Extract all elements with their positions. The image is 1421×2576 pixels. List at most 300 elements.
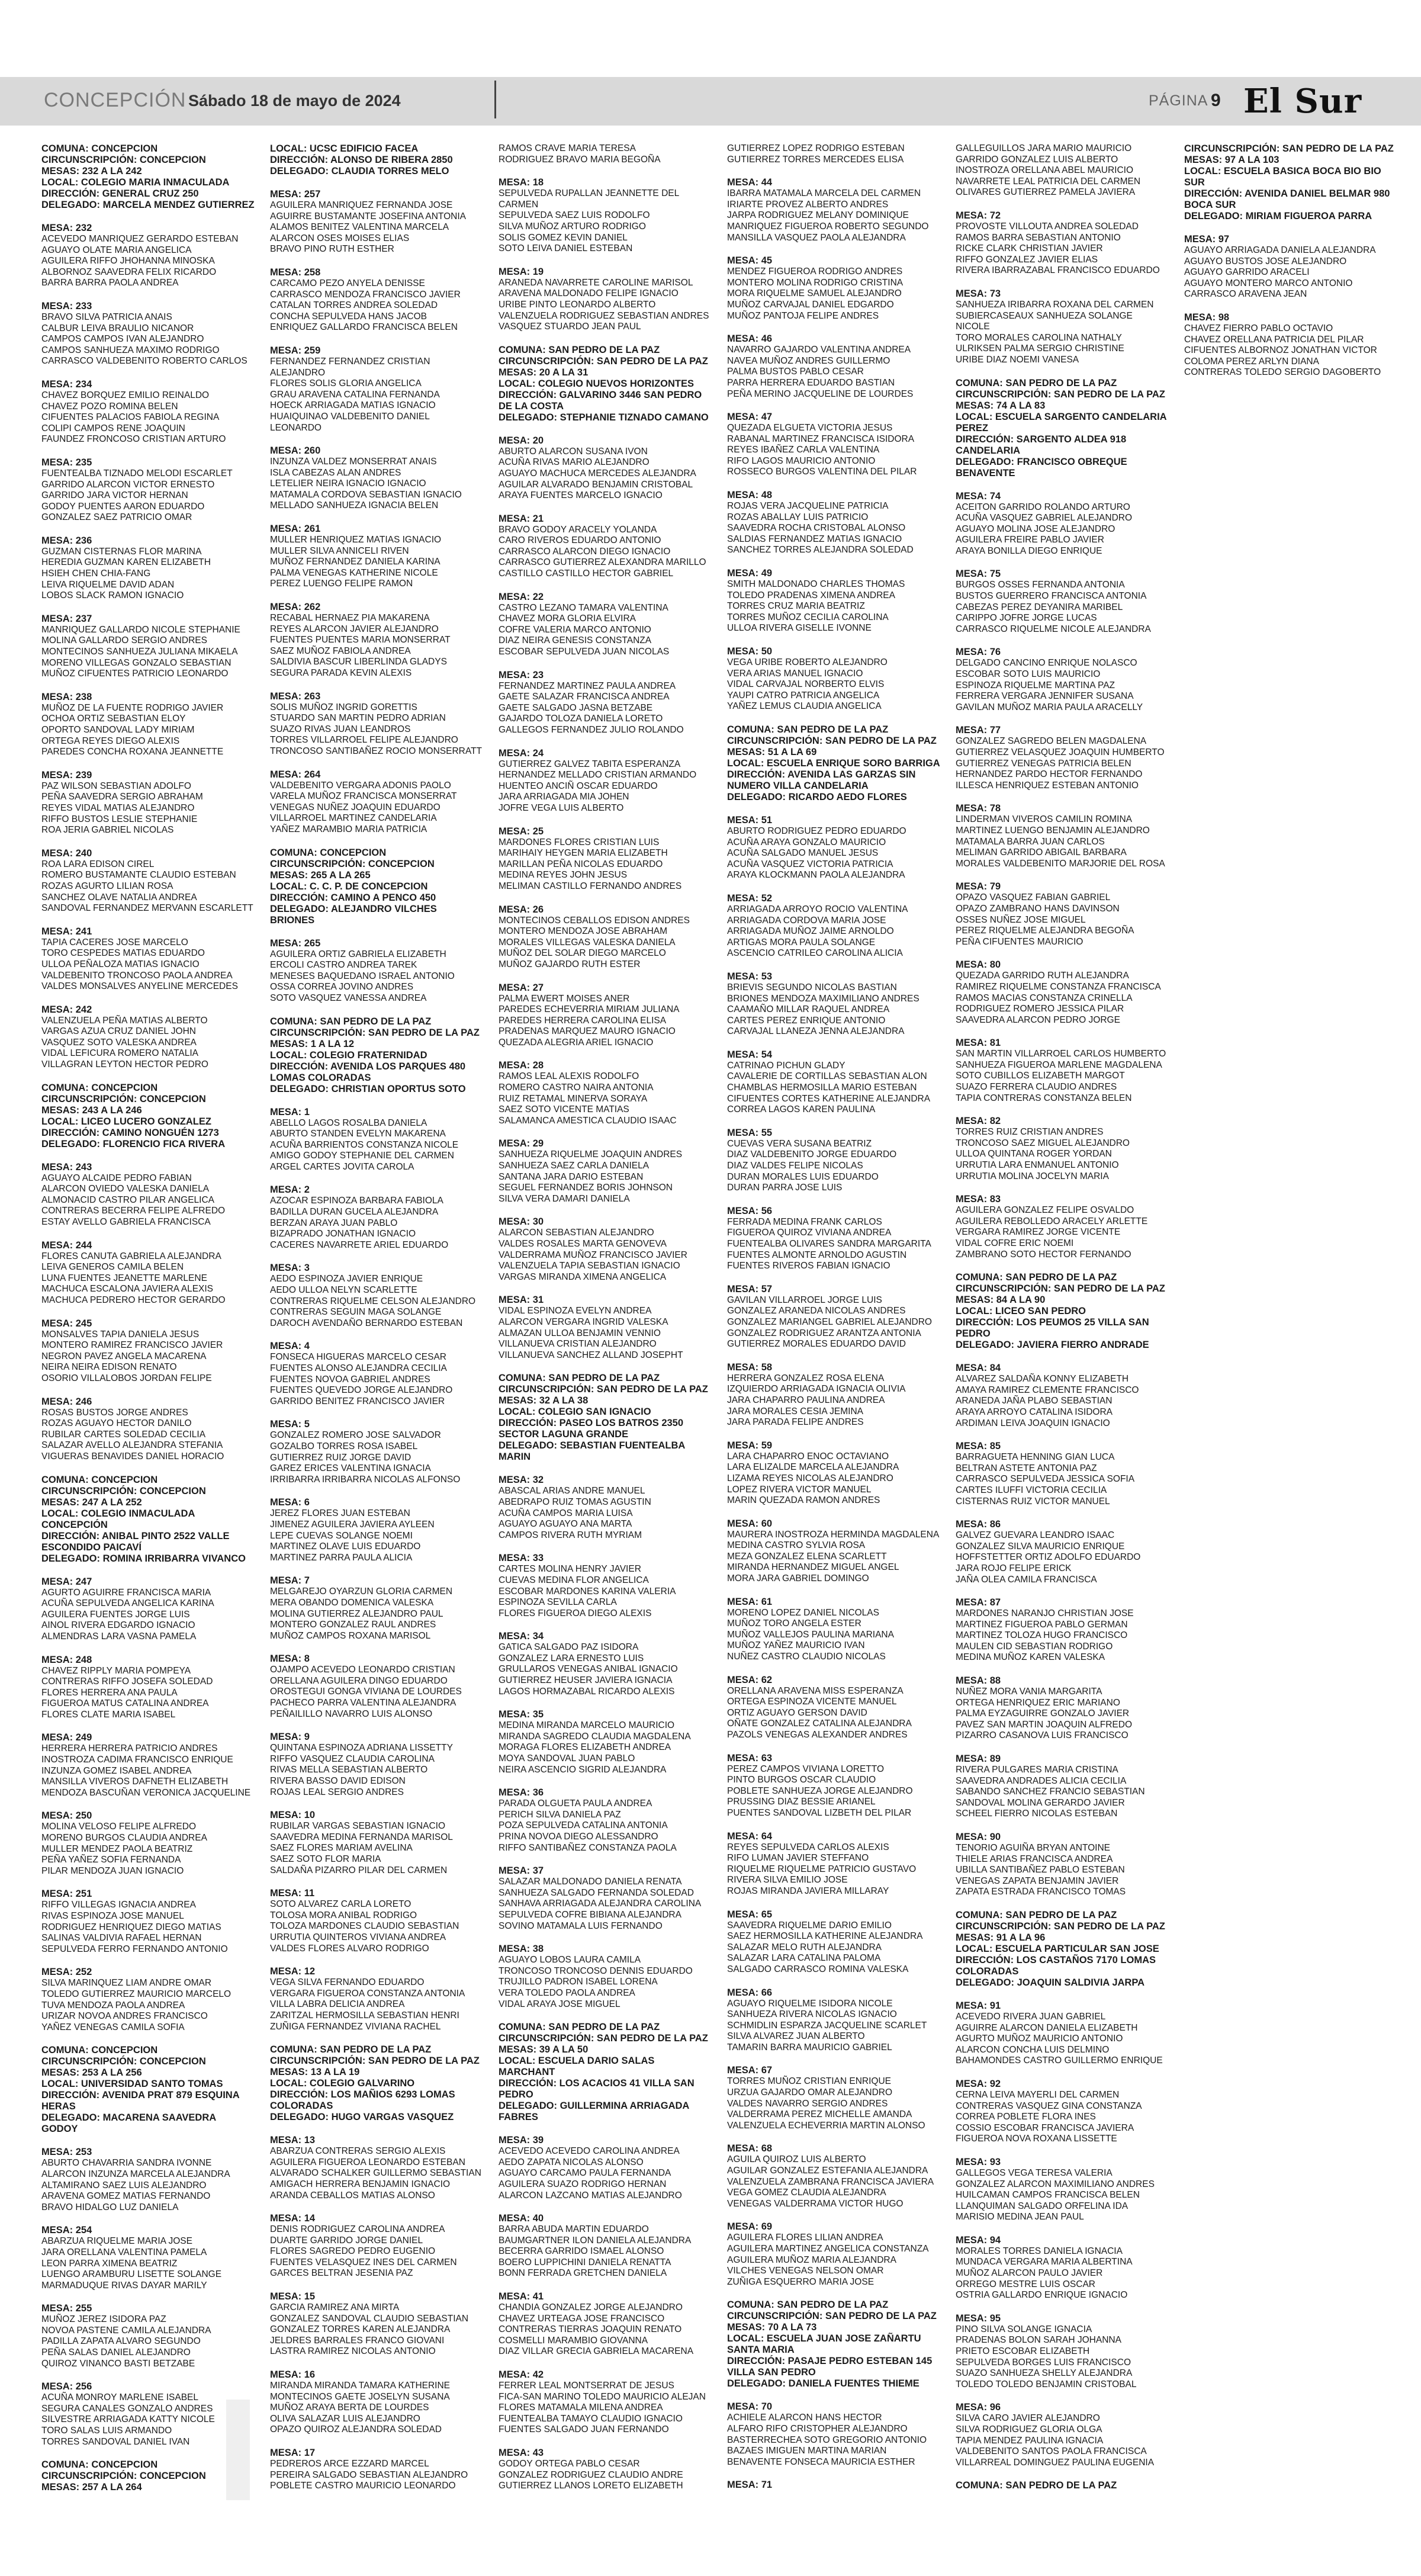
mesa-title: MESA: 68	[727, 2143, 773, 2154]
vocal-name: VERGARA FIGUEROA CONSTANZA ANTONIA	[270, 1988, 465, 1999]
mesa-title: MESA: 54	[727, 1049, 773, 1060]
location-header-line: CIRCUNSCRIPCIÓN: CONCEPCION	[41, 2056, 206, 2067]
vocal-name: ULLOA QUINTANA ROGER YORDAN	[956, 1149, 1112, 1159]
vocal-name: OCHOA ORTIZ SEBASTIAN ELOY	[41, 714, 186, 724]
vocal-name: HERNANDEZ MELLADO CRISTIAN ARMANDO	[499, 770, 697, 780]
vocal-name: ESPINOZA SEVILLA CARLA	[499, 1597, 617, 1608]
vocal-name: PEDREROS ARCE EZZARD MARCEL	[270, 2459, 429, 2469]
vocal-name: ROZAS ABALLAY LUIS PATRICIO	[727, 512, 869, 522]
mesa-title: MESA: 245	[41, 1318, 92, 1329]
mesa-block	[41, 848, 255, 914]
vocal-name: SOTO CUBILLOS ELIZABETH MARGOT	[956, 1071, 1125, 1081]
vocal-name: ACEVEDO ACEVEDO CAROLINA ANDREA	[499, 2146, 680, 2157]
location-header-line: DELEGADO: SEBASTIAN FUENTEALBA MARIN	[499, 1440, 685, 1463]
mesa-block	[499, 513, 712, 580]
location-header-line: COMUNA: CONCEPCION	[41, 1082, 158, 1093]
vocal-name: VILCHES VENEGAS NELSON OMAR	[727, 2266, 884, 2276]
vocal-name: VILLARROEL MARTINEZ CANDELARIA	[270, 813, 437, 824]
vocal-name: YAÑEZ LEMUS CLAUDIA ANGELICA	[727, 701, 882, 712]
vocal-name: COLOMA PEREZ ARLYN DIANA	[1184, 356, 1319, 367]
vocal-name: MUÑOZ CARVAJAL DANIEL EDGARDO	[727, 299, 894, 310]
mesa-title: MESA: 263	[270, 690, 321, 702]
location-header-line: COMUNA: CONCEPCION	[41, 2459, 158, 2471]
vocal-name: BOERO LUPPICHINI DANIELA RENATTA	[499, 2257, 671, 2267]
location-header-line: COMUNA: SAN PEDRO DE LA PAZ	[499, 1373, 660, 1384]
vocal-name: ARDIMAN LEIVA JOAQUIN IGNACIO	[956, 1418, 1110, 1428]
vocal-name: FLORES MATAMALA MILENA ANDREA	[499, 2402, 663, 2413]
mesa-block	[41, 1888, 255, 1955]
location-header-line: CIRCUNSCRIPCIÓN: CONCEPCION	[41, 1485, 206, 1496]
vocal-name: IRRIBARRA IRRIBARRA NICOLAS ALFONSO	[270, 1474, 461, 1485]
vocal-name: CARRASCO SEPULVEDA JESSICA SOFIA	[956, 1474, 1135, 1485]
mesa-title: MESA: 50	[727, 646, 773, 657]
vocal-name: MORAGA FLORES ELIZABETH ANDREA	[499, 1742, 671, 1753]
vocal-name: SILVA ALVAREZ JUAN ALBERTO	[727, 2031, 865, 2042]
bottom-margin	[0, 2526, 1421, 2576]
mesa-title: MESA: 71	[727, 2479, 773, 2491]
vocal-name: MENDEZ FIGUEROA RODRIGO ANDRES	[727, 266, 903, 277]
vocal-name: VIDAL COFRE ERIC NOEMI	[956, 1238, 1074, 1248]
vocal-name: SAEZ SOTO FLOR MARIA	[270, 1854, 381, 1864]
mesa-block	[41, 2147, 255, 2213]
mesa-title: MESA: 22	[499, 591, 544, 602]
vocal-name: GUTIERREZ LOPEZ RODRIGO ESTEBAN	[727, 143, 905, 153]
polling-location-header	[41, 1083, 255, 1150]
vocal-name: AGUILERA GONZALEZ FELIPE OSVALDO	[956, 1205, 1134, 1216]
vocal-name: TORRES RUIZ CRISTIAN ANDRES	[956, 1127, 1104, 1138]
location-header-line: DIRECCIÓN: AVENIDA PRAT 879 ESQUINA HERAS	[41, 2090, 240, 2112]
vocal-name: MERA OBANDO DOMENICA VALESKA	[270, 1597, 434, 1608]
vocal-name: RODRIGUEZ ROMERO JESSICA PILAR	[956, 1004, 1124, 1014]
vocal-name: ALARCON INZUNZA MARCELA ALEJANDRA	[41, 2169, 230, 2179]
mesa-block	[270, 2213, 483, 2279]
vocal-name: ACUÑA BARRIENTOS CONSTANZA NICOLE	[270, 1139, 459, 1150]
mesa-title: MESA: 255	[41, 2303, 92, 2314]
location-header-line: DELEGADO: CLAUDIA TORRES MELO	[270, 166, 449, 176]
mesa-title: MESA: 93	[956, 2156, 1001, 2167]
vocal-name: RIFO LAGOS MAURICIO ANTONIO	[727, 455, 876, 466]
vocal-name: BAHAMONDES CASTRO GUILLERMO ENRIQUE	[956, 2055, 1163, 2066]
vocal-name: BRAVO PINO RUTH ESTHER	[270, 244, 394, 255]
vocal-name: AGUAYO OLATE MARIA ANGELICA	[41, 245, 192, 255]
vocal-name: CERNA LEIVA MAYERLI DEL CARMEN	[956, 2089, 1120, 2100]
vocal-name: SAEZ MUÑOZ FABIOLA ANDREA	[270, 645, 411, 656]
mesa-title: MESA: 39	[499, 2135, 544, 2146]
location-header-line: DELEGADO: STEPHANIE TIZNADO CAMANO	[499, 412, 709, 423]
vocal-name: GOZALBO TORRES ROSA ISABEL	[270, 1441, 418, 1451]
mesa-title: MESA: 18	[499, 177, 544, 188]
mesa-title: MESA: 1	[270, 1106, 310, 1117]
vocal-name: DELGADO CANCINO ENRIQUE NOLASCO	[956, 658, 1137, 669]
vocal-name: SALAMANCA AMESTICA CLAUDIO ISAAC	[499, 1115, 677, 1126]
vocal-name: PALMA EWERT MOISES ANER	[499, 993, 630, 1004]
vocal-name: SALDAÑA PIZARRO PILAR DEL CARMEN	[270, 1865, 448, 1875]
vocal-name: POBLETE SANHUEZA JORGE ALEJANDRO	[727, 1785, 913, 1796]
vocal-name: CONTRERAS BECERRA FELIPE ALFREDO	[41, 1206, 226, 1216]
vocal-name: FUENTES VELASQUEZ INES DEL CARMEN	[270, 2257, 457, 2267]
mesa-block	[270, 1419, 483, 1485]
mesa-block	[727, 2401, 940, 2468]
mesa-block	[727, 815, 940, 881]
vocal-name: LARA CHAPARRO ENOC OCTAVIANO	[727, 1451, 889, 1462]
vocal-name: SAAVEDRA ALARCON PEDRO JORGE	[956, 1014, 1120, 1025]
vocal-name: MUÑOZ DEL SOLAR DIEGO MARCELO	[499, 948, 666, 959]
mesa-title: MESA: 56	[727, 1205, 773, 1216]
vocal-name: SEPULVEDA FERRO FERNANDO ANTONIO	[41, 1944, 228, 1954]
mesa-title: MESA: 48	[727, 490, 773, 501]
location-header-line: DIRECCIÓN: PASAJE PEDRO ESTEBAN 145 VILLA SAN PEDRO	[727, 2356, 933, 2378]
vocal-name: CARTES PEREZ ENRIQUE ANTONIO	[727, 1015, 886, 1026]
vocal-name: AGUAYO MOLINA JOSE ALEJANDRO	[956, 523, 1115, 534]
vocal-name: IRIARTE PROVEZ ALBERTO ANDRES	[727, 199, 889, 210]
mesa-block	[41, 2225, 255, 2291]
vocal-name: QUIROZ VINANCO BASTI BETZABE	[41, 2358, 195, 2369]
vocal-name: RUBILAR VARGAS SEBASTIAN IGNACIO	[270, 1821, 446, 1832]
location-header-line: MESAS: 243 A LA 246	[41, 1104, 142, 1116]
vocal-name: OPAZO QUIROZ ALEJANDRA SOLEDAD	[270, 2424, 442, 2435]
vocal-name: COSMELLI MARAMBIO GIOVANNA	[499, 2335, 648, 2346]
vocal-name: CARRASCO RIQUELME NICOLE ALEJANDRA	[956, 624, 1151, 634]
vocal-name: ESPINOZA RIQUELME MARTINA PAZ	[956, 680, 1115, 690]
vocal-name: ORELLANA ARAVENA MISS ESPERANZA	[727, 1685, 904, 1696]
vocal-name: AGUAYO BUSTOS JOSE ALEJANDRO	[1184, 256, 1347, 266]
location-header-line: DELEGADO: ALEJANDRO VILCHES BRIONES	[270, 903, 437, 926]
mesa-block	[270, 1810, 483, 1876]
vocal-name: MUÑOZ PANTOJA FELIPE ANDRES	[727, 310, 879, 321]
vocal-name: ROA JERIA GABRIEL NICOLAS	[41, 825, 174, 836]
vocal-name: PRINA NOVOA DIEGO ALESSANDRO	[499, 1832, 658, 1842]
vocal-name: ALAMOS BENITEZ VALENTINA MARCELA	[270, 222, 449, 233]
vocal-name: SOVINO MATAMALA LUIS FERNANDO	[499, 1920, 663, 1931]
vocal-name: CARRASCO ARAVENA JEAN	[1184, 289, 1307, 300]
vocal-name: AGUILERA ORTIZ GABRIELA ELIZABETH	[270, 949, 446, 959]
vocal-name: COFRE VALERIA MARCO ANTONIO	[499, 624, 651, 635]
mesa-title: MESA: 58	[727, 1361, 773, 1373]
vocal-name: MEDINA CASTRO SYLVIA ROSA	[727, 1540, 866, 1551]
mesa-block	[499, 1138, 712, 1205]
vocal-name: VALDEBENITO TRONCOSO PAOLA ANDREA	[41, 970, 233, 981]
vocal-name: INZUNZA GOMEZ ISABEL ANDREA	[41, 1765, 192, 1776]
mesa-block	[270, 2291, 483, 2357]
vocal-name: GONZALEZ MARIANGEL GABRIEL ALEJANDRO	[727, 1316, 932, 1327]
location-header-line: DIRECCIÓN: AVENIDA LAS GARZAS SIN NUMERO VILLA CANDELARIA	[727, 769, 916, 791]
location-header-line: DIRECCIÓN: AVENIDA DANIEL BELMAR 980 BOCA SUR	[1184, 188, 1390, 210]
vocal-name: VALDERRAMA PEREZ MICHELLE AMANDA	[727, 2109, 912, 2120]
vocal-name: ROMERO CASTRO NAIRA ANTONIA	[499, 1083, 654, 1093]
mesa-block	[956, 2079, 1169, 2145]
vocal-name: FUENTEALBA TAMAYO CLAUDIO IGNACIO	[499, 2413, 683, 2424]
vocal-name: BASTERRECHEA SOTO GREGORIO ANTONIO	[727, 2434, 927, 2445]
mesa-title: MESA: 85	[956, 1441, 1001, 1452]
vocal-name: PINTO BURGOS OSCAR CLAUDIO	[727, 1775, 876, 1785]
vocal-name: GONZALEZ SANDOVAL CLAUDIO SEBASTIAN	[270, 2313, 469, 2324]
vocal-name: MUÑOZ ARAYA BERTA DE LOURDES	[270, 2402, 429, 2413]
polling-location-header	[270, 2044, 483, 2123]
vocal-name: SALAZAR MELO RUTH ALEJANDRA	[727, 1942, 882, 1952]
mesa-block	[727, 490, 940, 556]
vocal-name: TOLEDO PRADENAS XIMENA ANDREA	[727, 590, 895, 600]
vocal-name: SANHUEZA SALGADO FERNANDA SOLEDAD	[499, 1887, 694, 1898]
polling-location-header	[270, 1016, 483, 1095]
vocal-name: TAPIA CACERES JOSE MARCELO	[41, 937, 188, 947]
mesa-title: MESA: 37	[499, 1865, 544, 1877]
vocal-name: DURAN PARRA JOSE LUIS	[727, 1183, 843, 1193]
vocal-name: PAZ WILSON SEBASTIAN ADOLFO	[41, 780, 191, 791]
vocal-name: CHAVEZ FIERRO PABLO OCTAVIO	[1184, 323, 1333, 333]
vocal-name: CHAVEZ RIPPLY MARIA POMPEYA	[41, 1665, 191, 1676]
vocal-name: AGUAYO GARRIDO ARACELI	[1184, 267, 1310, 278]
vocal-name: SALGADO CARRASCO ROMINA VALESKA	[727, 1964, 909, 1974]
vocal-name: AMAYA RAMIREZ CLEMENTE FRANCISCO	[956, 1385, 1139, 1395]
mesa-title: MESA: 70	[727, 2401, 773, 2413]
vocal-name: GUTIERREZ VELASQUEZ JOAQUIN HUMBERTO	[956, 747, 1165, 757]
vocal-name: MACHUCA PEDRERO HECTOR GERARDO	[41, 1295, 226, 1305]
vocal-name: NUÑEZ MORA VANIA MARGARITA	[956, 1687, 1102, 1697]
vocal-name: NEIRA ASCENCIO SIGRID ALEJANDRA	[499, 1764, 667, 1775]
vocal-name: DIAZ VALDEBENITO JORGE EDUARDO	[727, 1149, 897, 1160]
vocal-name: SALAZAR AVELLO ALEJANDRA STEFANIA	[41, 1440, 223, 1451]
mesa-block	[727, 568, 940, 634]
vocal-name: ABURTO ALARCON SUSANA IVON	[499, 446, 648, 457]
vocal-name: LIZAMA REYES NICOLAS ALEJANDRO	[727, 1473, 893, 1483]
vocal-name: VALENZUELA RODRIGUEZ SEBASTIAN ANDRES	[499, 310, 709, 321]
mesa-block	[727, 1987, 940, 2054]
vocal-name: OSORIO VILLALOBOS JORDAN FELIPE	[41, 1373, 212, 1383]
mesa-title: MESA: 21	[499, 513, 544, 524]
vocal-name: VALENZUELA ECHEVERRIA MARTIN ALONSO	[727, 2120, 925, 2131]
mesa-block	[727, 2065, 940, 2131]
vocal-name: LINDERMAN VIVEROS CAMILIN ROMINA	[956, 814, 1132, 825]
vocal-name: ORTIZ AGUAYO GERSON DAVID	[727, 1707, 867, 1718]
mesa-block	[956, 1038, 1169, 1104]
vocal-name: VIDAL ARAYA JOSE MIGUEL	[499, 1999, 621, 2009]
vocal-name: HSIEH CHEN CHIA-FANG	[41, 568, 151, 579]
vocal-name: LAGOS HORMAZABAL RICARDO ALEXIS	[499, 1686, 675, 1697]
vocal-name: GUTIERREZ TORRES MERCEDES ELISA	[727, 154, 904, 165]
mesa-title: MESA: 38	[499, 1944, 544, 1955]
mesa-title: MESA: 79	[956, 881, 1001, 892]
vocal-name: MARTINEZ TOLOZA HUGO FRANCISCO	[956, 1630, 1128, 1641]
vocal-name: JARA ARRIAGADA MIA JOHEN	[499, 792, 629, 802]
mesa-block	[270, 938, 483, 1004]
vocal-name: TOLEDO TOLEDO BENJAMIN CRISTOBAL	[956, 2379, 1137, 2389]
location-header-line: LOCAL: ESCUELA ENRIQUE SORO BARRIGA	[727, 757, 940, 769]
vocal-name: SALAZAR LARA CATALINA PALOMA	[727, 1953, 881, 1964]
vocal-name: VIGUERAS BENAVIDES DANIEL HORACIO	[41, 1451, 224, 1462]
vocal-name: MUÑOZ DE LA FUENTE RODRIGO JAVIER	[41, 702, 224, 713]
vocal-name: YAUPI CATRO PATRICIA ANGELICA	[727, 690, 880, 701]
vocal-name: PERICH SILVA DANIELA PAZ	[499, 1809, 621, 1820]
vocal-name: LLANQUIMAN SALGADO ORFELINA IDA	[956, 2201, 1129, 2211]
vocal-name: CONTRERAS RIFFO JOSEFA SOLEDAD	[41, 1676, 213, 1687]
vocal-name: ACUÑA VASQUEZ VICTORIA PATRICIA	[727, 859, 893, 869]
vocal-name: DIAZ NEIRA GENESIS CONSTANZA	[499, 635, 652, 646]
location-header-line: DIRECCIÓN: LOS CASTAÑOS 7170 LOMAS COLORADAS	[956, 1954, 1156, 1977]
vocal-name: MORALES VILLEGAS VALESKA DANIELA	[499, 937, 676, 947]
vocal-name: ESCOBAR SOTO LUIS MAURICIO	[956, 669, 1101, 680]
vocal-name: AGUILERA MUÑOZ MARIA ALEJANDRA	[727, 2254, 896, 2265]
mesa-title: MESA: 44	[727, 177, 773, 188]
vocal-name: GONZALEZ ARANEDA NICOLAS ANDRES	[727, 1306, 906, 1316]
vocal-name: BRIEVIS SEGUNDO NICOLAS BASTIAN	[727, 982, 897, 993]
vocal-name: ACUÑA SALGADO MANUEL JESUS	[727, 848, 879, 859]
vocal-name: FERRERA VERGARA JENNIFER SUSANA	[956, 691, 1134, 702]
mesa-block	[956, 491, 1169, 557]
vocal-name: OPORTO SANDOVAL LADY MIRIAM	[41, 725, 195, 735]
mesa-title: MESA: 19	[499, 266, 544, 277]
vocal-name: AGUIRRE BUSTAMANTE JOSEFINA ANTONIA	[270, 211, 467, 221]
mesa-block	[727, 646, 940, 712]
vocal-name: ZAPATA ESTRADA FRANCISCO TOMAS	[956, 1887, 1126, 1897]
mesa-title: MESA: 41	[499, 2291, 544, 2302]
vocal-name: CHAMBLAS HERMOSILLA MARIO ESTEBAN	[727, 1083, 917, 1093]
vocal-name: REYES ALARCON JAVIER ALEJANDRO	[270, 624, 439, 634]
vocal-name: AGUAYO LOBOS LAURA CAMILA	[499, 1955, 641, 1965]
vocal-name: ARANDA CEBALLOS MATIAS ALONSO	[270, 2190, 435, 2201]
mesa-title: MESA: 95	[956, 2312, 1001, 2324]
location-header-line: CIRCUNSCRIPCIÓN: CONCEPCION	[41, 155, 206, 165]
vocal-name: LEIVA RIQUELME DAVID ADAN	[41, 579, 175, 590]
vocal-name: URZUA GAJARDO OMAR ALEJANDRO	[727, 2087, 893, 2098]
mesa-block	[956, 568, 1169, 635]
vocal-name: URRUTIA MOLINA JOCELYN MARIA	[956, 1171, 1109, 1181]
mesa-title: MESA: 238	[41, 691, 92, 702]
vocal-name: MELLADO SANHUEZA IGNACIA BELEN	[270, 500, 439, 511]
mesa-title: MESA: 43	[499, 2447, 544, 2458]
location-header-line: MESAS: 74 A LA 83	[956, 400, 1046, 411]
vocal-name: MUÑOZ VALLEJOS PAULINA MARIANA	[727, 1629, 894, 1640]
vocal-name: MOLINA GALLARDO SERGIO ANDRES	[41, 635, 207, 646]
vocal-name: MONTECINOS SANHUEZA JULIANA MIKAELA	[41, 647, 238, 657]
vocal-name: AGUILAR ALVARADO BENJAMIN CRISTOBAL	[499, 479, 693, 490]
mesa-block	[499, 1865, 712, 1932]
location-header-line: COMUNA: SAN PEDRO DE LA PAZ	[727, 724, 889, 735]
vocal-name: AGUILERA SUAZO RODRIGO HERNAN	[499, 2179, 667, 2189]
mesa-block	[956, 2402, 1169, 2468]
location-header-line: COMUNA: SAN PEDRO DE LA PAZ	[956, 1272, 1117, 1283]
vocal-name: CASTRO LEZANO TAMARA VALENTINA	[499, 602, 668, 613]
mesa-block	[499, 2369, 712, 2436]
vocal-name: ENRIQUEZ GALLARDO FRANCISCA BELEN	[270, 322, 458, 333]
mesa-title: MESA: 64	[727, 1830, 773, 1842]
vocal-name: DURAN MORALES LUIS EDUARDO	[727, 1171, 879, 1182]
vocal-name: PALMA BUSTOS PABLO CESAR	[727, 367, 864, 377]
vocal-name: INOSTROZA CADIMA FRANCISCO ENRIQUE	[41, 1755, 233, 1765]
mesa-block	[270, 1732, 483, 1798]
vocal-name: SANHUEZA RIVERA NICOLAS IGNACIO	[727, 2009, 897, 2020]
mesa-title: MESA: 261	[270, 523, 321, 535]
location-header-line: MESAS: 84 A LA 90	[956, 1295, 1046, 1306]
vocal-name: SUAZO RIVAS JUAN LEANDROS	[270, 724, 411, 734]
vocal-name: MUÑOZ JEREZ ISIDORA PAZ	[41, 2314, 166, 2325]
vocal-name: SANHAVA ARRIAGADA ALEJANDRA CAROLINA	[499, 1899, 702, 1909]
vocal-name: FIGUEROA MATUS CATALINA ANDREA	[41, 1698, 209, 1709]
location-header-line: COMUNA: SAN PEDRO DE LA PAZ	[270, 2044, 432, 2055]
vocal-name: CISTERNAS RUIZ VICTOR MANUEL	[956, 1496, 1110, 1507]
vocal-name: CARRASCO GUTIERREZ ALEXANDRA MARILLO	[499, 557, 706, 568]
vocal-name: ACUÑA CAMPOS MARIA LUISA	[499, 1508, 633, 1518]
mesa-block	[956, 2157, 1169, 2223]
mesa-title: MESA: 91	[956, 2000, 1001, 2011]
mesa-title: MESA: 17	[270, 2447, 316, 2458]
vocal-name: GARRIDO GONZALEZ LUIS ALBERTO	[956, 154, 1118, 165]
vocal-name: RIVERA PULGARES MARIA CRISTINA	[956, 1765, 1118, 1775]
newspaper-logo: El Sur	[1243, 82, 1362, 121]
mesa-block	[41, 223, 255, 289]
vocal-name: BECERRA GARRIDO ISMAEL ALONSO	[499, 2246, 664, 2257]
mesa-block	[41, 1004, 255, 1071]
mesa-title: MESA: 235	[41, 457, 92, 468]
vocal-name: ILLESCA HENRIQUEZ ESTEBAN ANTONIO	[956, 780, 1139, 791]
vocal-name: FERNANDEZ FERNANDEZ CRISTIAN ALEJANDRO	[270, 356, 430, 378]
mesa-block	[499, 1944, 712, 2010]
mesa-block	[499, 1787, 712, 1854]
vocal-name: RIFFO VILLEGAS IGNACIA ANDREA	[41, 1900, 196, 1910]
vocal-name: BARRA ABUDA MARTIN EDUARDO	[499, 2224, 649, 2235]
mesa-title: MESA: 74	[956, 490, 1001, 502]
vocal-name: AZOCAR ESPINOZA BARBARA FABIOLA	[270, 1196, 443, 1206]
vocal-name: MEDINA MIRANDA MARCELO MAURICIO	[499, 1720, 675, 1731]
mesa-block	[41, 614, 255, 680]
vocal-name: PEÑA MERINO JACQUELINE DE LOURDES	[727, 388, 914, 399]
vocal-name: MULLER SILVA ANNICELI RIVEN	[270, 545, 409, 556]
location-header-line: DIRECCIÓN: CAMINO A PENCO 450	[270, 892, 436, 903]
vocal-name: GALVEZ GUEVARA LEANDRO ISAAC	[956, 1530, 1115, 1541]
vocal-name: BARRA BARRA PAOLA ANDREA	[41, 278, 179, 288]
vocal-name: AGUILERA FLORES LILIAN ANDREA	[727, 2233, 883, 2243]
location-header-line: MESAS: 253 A LA 256	[41, 2067, 142, 2079]
mesa-block	[956, 1597, 1169, 1663]
vocal-name: CARRASCO VALDEBENITO ROBERTO CARLOS	[41, 356, 247, 367]
vocal-name: MULLER MENDEZ PAOLA BEATRIZ	[41, 1843, 193, 1854]
vocal-name: ARGEL CARTES JOVITA CAROLA	[270, 1161, 414, 1172]
vocal-name: RECABAL HERNAEZ PIA MAKARENA	[270, 613, 430, 624]
vocal-name: ACEVEDO RIVERA JUAN GABRIEL	[956, 2011, 1106, 2022]
mesa-block	[41, 2381, 255, 2447]
vocal-name: MATAMALA CORDOVA SEBASTIAN IGNACIO	[270, 489, 462, 500]
mesa-title: MESA: 87	[956, 1597, 1001, 1608]
mesa-title: MESA: 30	[499, 1216, 544, 1228]
mesa-block	[956, 2313, 1169, 2391]
vocal-name: FUENTES PUENTES MARIA MONSERRAT	[270, 635, 451, 645]
vocal-name: GUTIERREZ RUIZ JORGE DAVID	[270, 1452, 411, 1463]
polling-location-header	[41, 1475, 255, 1565]
vocal-name: RIFFO VASQUEZ CLAUDIA CAROLINA	[270, 1753, 435, 1764]
vocal-name: ACEITON GARRIDO ROLANDO ARTURO	[956, 502, 1130, 512]
mesa-block	[270, 1341, 483, 1407]
vocal-name: MELIMAN CASTILLO FERNANDO ANDRES	[499, 881, 682, 891]
vocal-name: AGUILERA FIGUEROA LEONARDO ESTEBAN	[270, 2157, 465, 2167]
mesa-block	[41, 379, 255, 445]
vocal-name: GUTIERREZ GALVEZ TABITA ESPERANZA	[499, 759, 681, 769]
vocal-name: ABARZUA RIQUELME MARIA JOSE	[41, 2236, 192, 2247]
vocal-name: SANCHEZ TORRES ALEJANDRA SOLEDAD	[727, 545, 914, 555]
vocal-name: CIFUENTES ALBORNOZ JONATHAN VICTOR	[1184, 345, 1377, 356]
mesa-title: MESA: 23	[499, 669, 544, 680]
vocal-name: JEREZ FLORES JUAN ESTEBAN	[270, 1508, 410, 1519]
location-header-line: LOCAL: COLEGIO FRATERNIDAD	[270, 1049, 427, 1061]
vocal-name: URRUTIA LARA ENMANUEL ANTONIO	[956, 1160, 1119, 1171]
vocal-name: FUENTES NOVOA GABRIEL ANDRES	[270, 1374, 430, 1385]
vocal-name: CONCHA SEPULVEDA HANS JACOB	[270, 311, 427, 322]
vocal-name: GARCES BELTRAN JESENIA PAZ	[270, 2268, 413, 2279]
vocal-name: HUENTEO ANCIÑ OSCAR EDUARDO	[499, 780, 658, 791]
mesa-title: MESA: 72	[956, 210, 1001, 221]
vocal-name: BURGOS OSSES FERNANDA ANTONIA	[956, 580, 1125, 590]
vocal-name: CIFUENTES PALACIOS FABIOLA REGINA	[41, 412, 220, 423]
vocal-name: VEGA URIBE ROBERTO ALEJANDRO	[727, 657, 888, 667]
vocal-name: ACHIELE ALARCON HANS HECTOR	[727, 2413, 882, 2423]
